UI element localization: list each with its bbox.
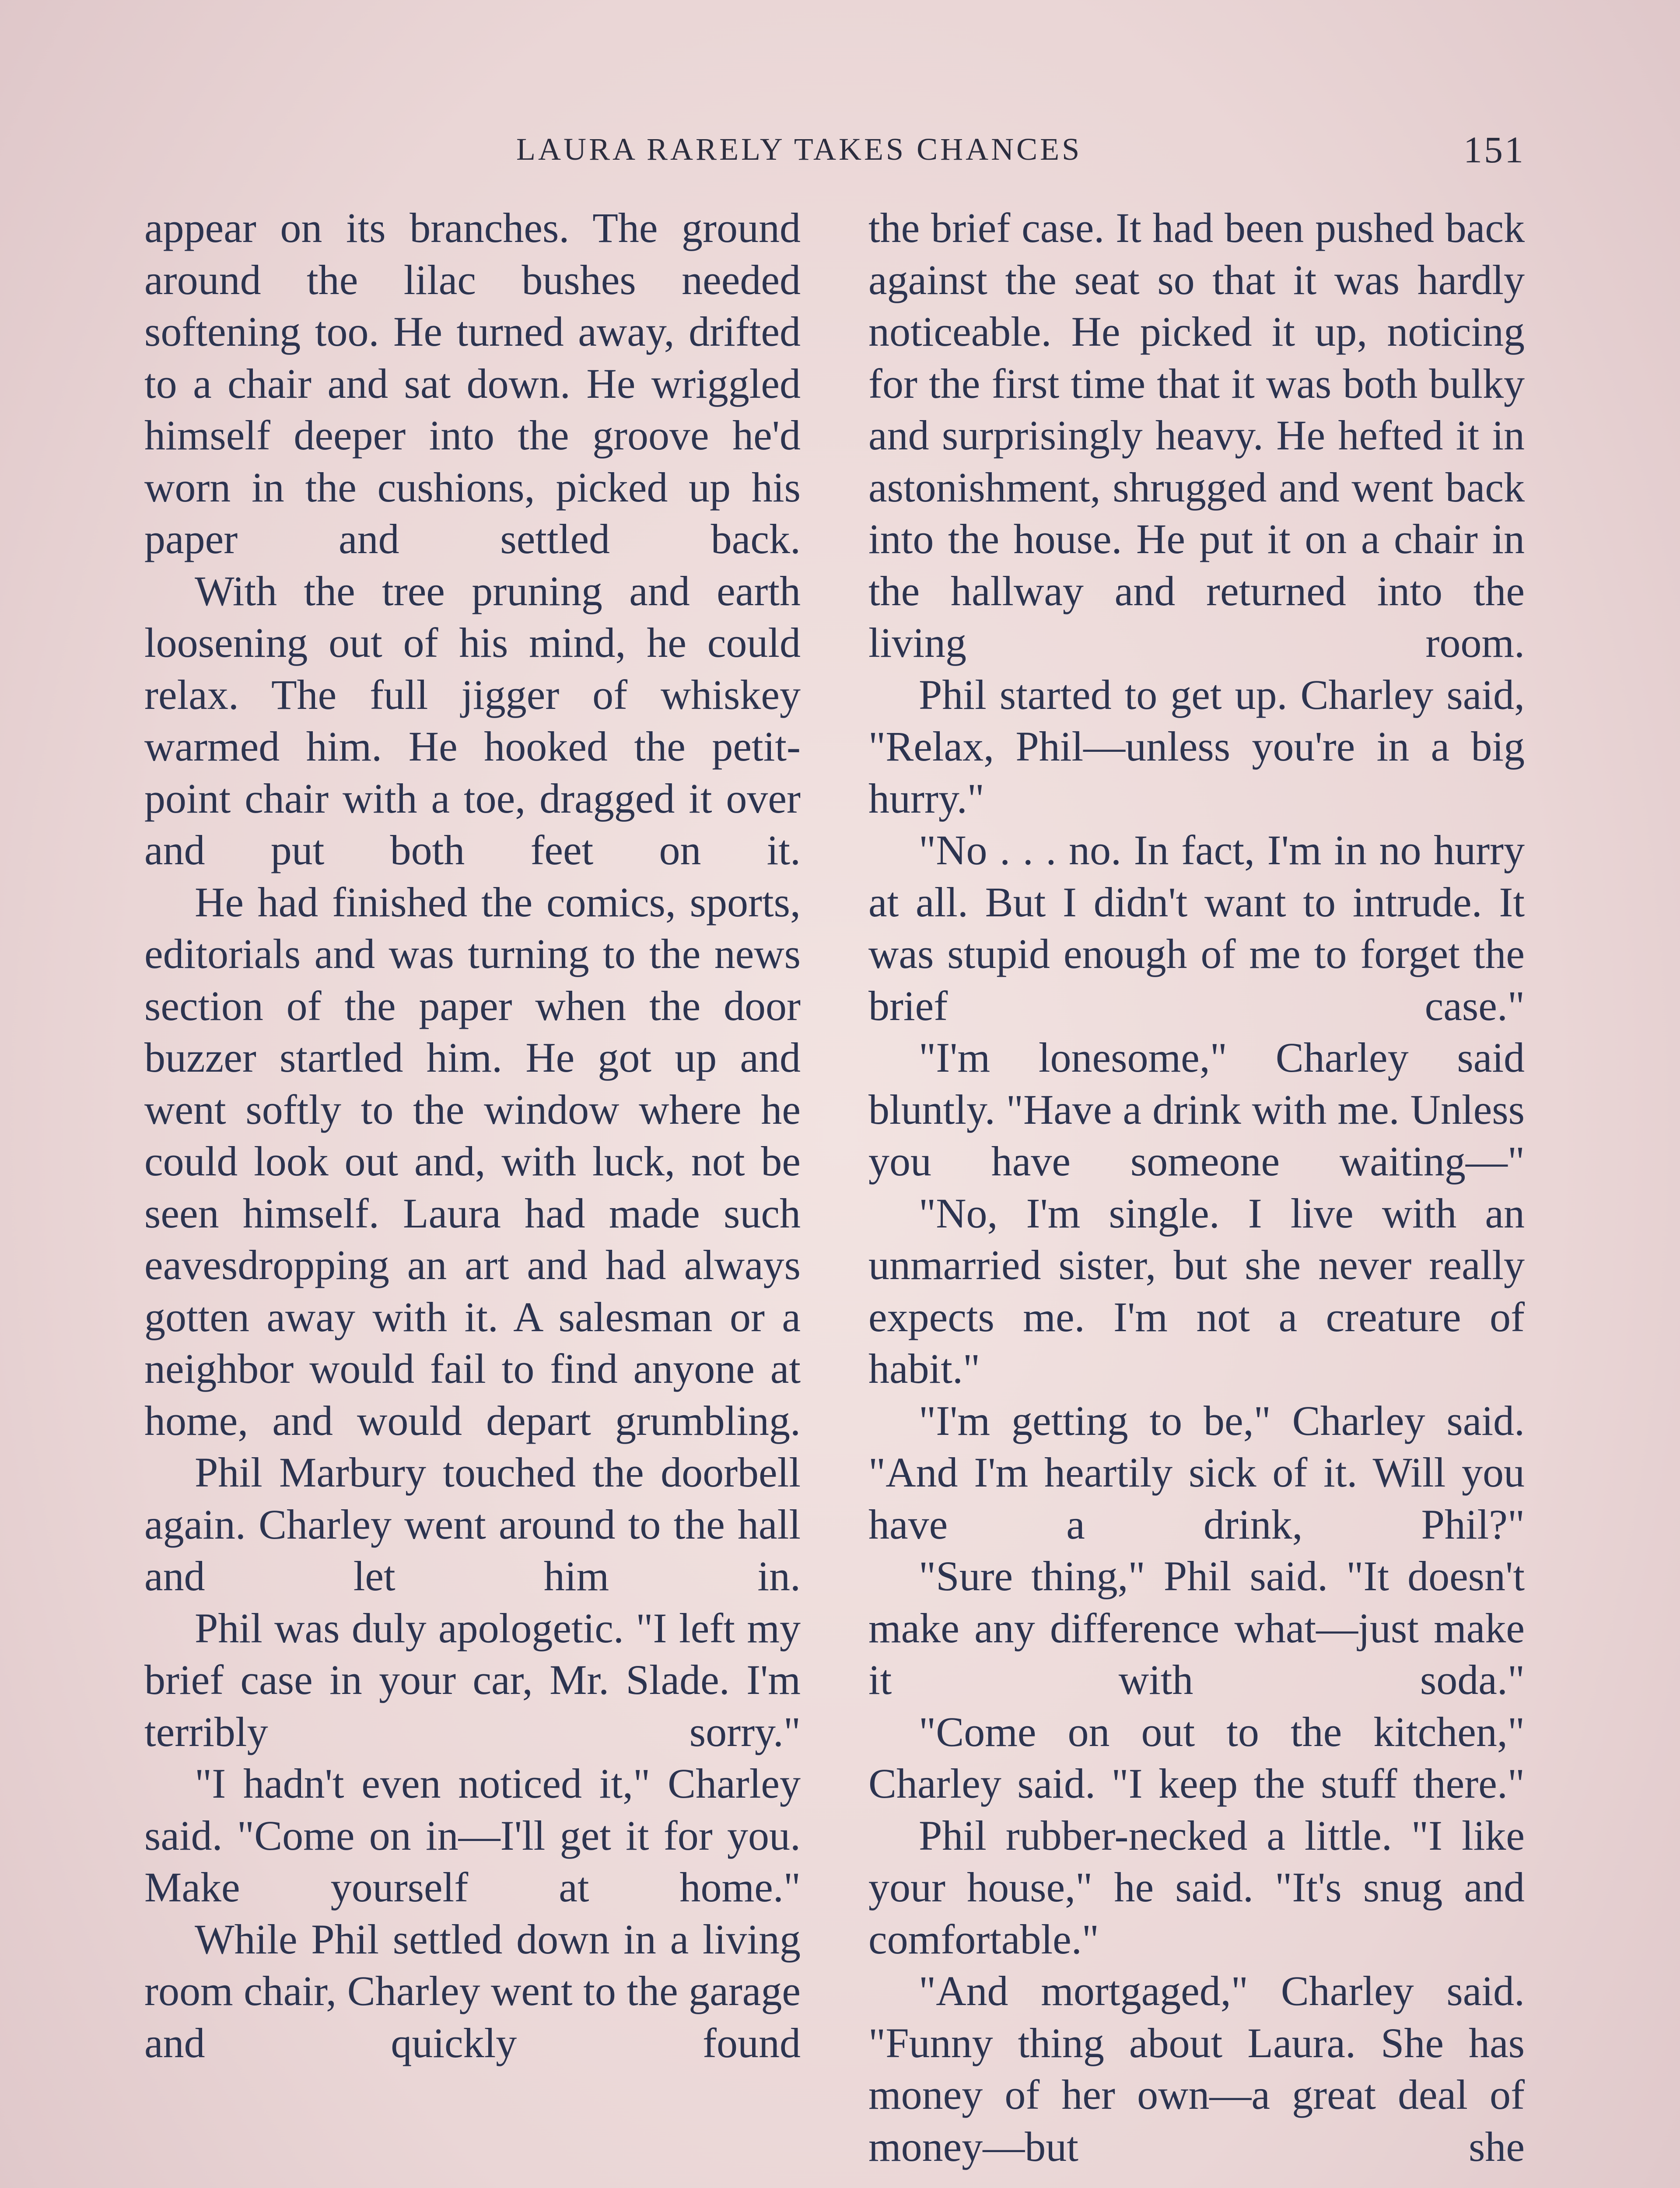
running-title: LAURA RARELY TAKES CHANCES — [516, 132, 1082, 167]
paragraph: Phil was duly apologetic. "I left my brief case in your car, Mr. Slade. I'm terribly sorry." — [144, 1604, 801, 1755]
paragraph: "I'm getting to be," Charley said. "And I'm heartily sick of it. Will you have a drink, Phil?" — [868, 1397, 1525, 1548]
paragraph: Phil started to get up. Charley said, "Relax, Phil—unless you're in a big hurry." — [868, 671, 1525, 822]
paragraph: "I hadn't even noticed it," Charley said. "Come on in—I'll get it for you. Make yourself at home." — [144, 1760, 801, 1911]
paragraph: "Sure thing," Phil said. "It doesn't make any difference what—just make it with soda." — [868, 1553, 1525, 1703]
paragraph: "Come on out to the kitchen," Charley said. "I keep the stuff there." — [868, 1708, 1525, 1807]
paragraph: He had finished the comics, sports, editorials and was turning to the news section of the paper when the door buzzer startled him. He got up and went softly to the window where he could look out and, with luck, not be seen himself. Laura had made such eavesdropping an art and had always gotten away with it. A salesman or a neighbor would fail to find anyone at home, and would depart grumbling. — [144, 878, 801, 1444]
paragraph: the brief case. It had been pushed back against the seat so that it was hardly noticeable. He picked it up, noticing for the first time that it was both bulky and surprisingly heavy. He hefted it in astonishment, shrugged and went back into the house. He put it on a chair in the hallway and returned into the living room. — [868, 204, 1525, 666]
paragraph: "And mortgaged," Charley said. "Funny thing about Laura. She has money of her own—a great deal of money—but she — [868, 1967, 1525, 2170]
page-number: 151 — [1463, 129, 1525, 171]
paragraph: "I'm lonesome," Charley said bluntly. "Have a drink with me. Unless you have someone waiting—" — [868, 1034, 1525, 1185]
paragraph: While Phil settled down in a living room chair, Charley went to the garage and quickly found — [144, 1915, 801, 2066]
left-column — [144, 202, 801, 2069]
paragraph: "No . . . no. In fact, I'm in no hurry at all. But I didn't want to intrude. It was stupid enough of me to forget the brief case." — [868, 827, 1525, 1029]
paragraph: Phil Marbury touched the doorbell again. Charley went around to the hall and let him in. — [144, 1449, 801, 1599]
paragraph: Phil rubber-necked a little. "I like your house," he said. "It's snug and comfortable." — [868, 1812, 1525, 1963]
paragraph: appear on its branches. The ground around the lilac bushes needed softening too. He turned away, drifted to a chair and sat down. He wriggled himself deeper into the groove he'd worn in the cushions, picked up his paper and settled back. — [144, 204, 801, 562]
paragraph: "No, I'm single. I live with an unmarried sister, but she never really expects me. I'm not a creature of habit." — [868, 1189, 1525, 1392]
right-column — [868, 202, 1525, 2173]
paragraph: With the tree pruning and earth loosening out of his mind, he could relax. The full jigger of whiskey warmed him. He hooked the petit-point chair with a toe, dragged it over and put both feet on it. — [144, 567, 801, 873]
